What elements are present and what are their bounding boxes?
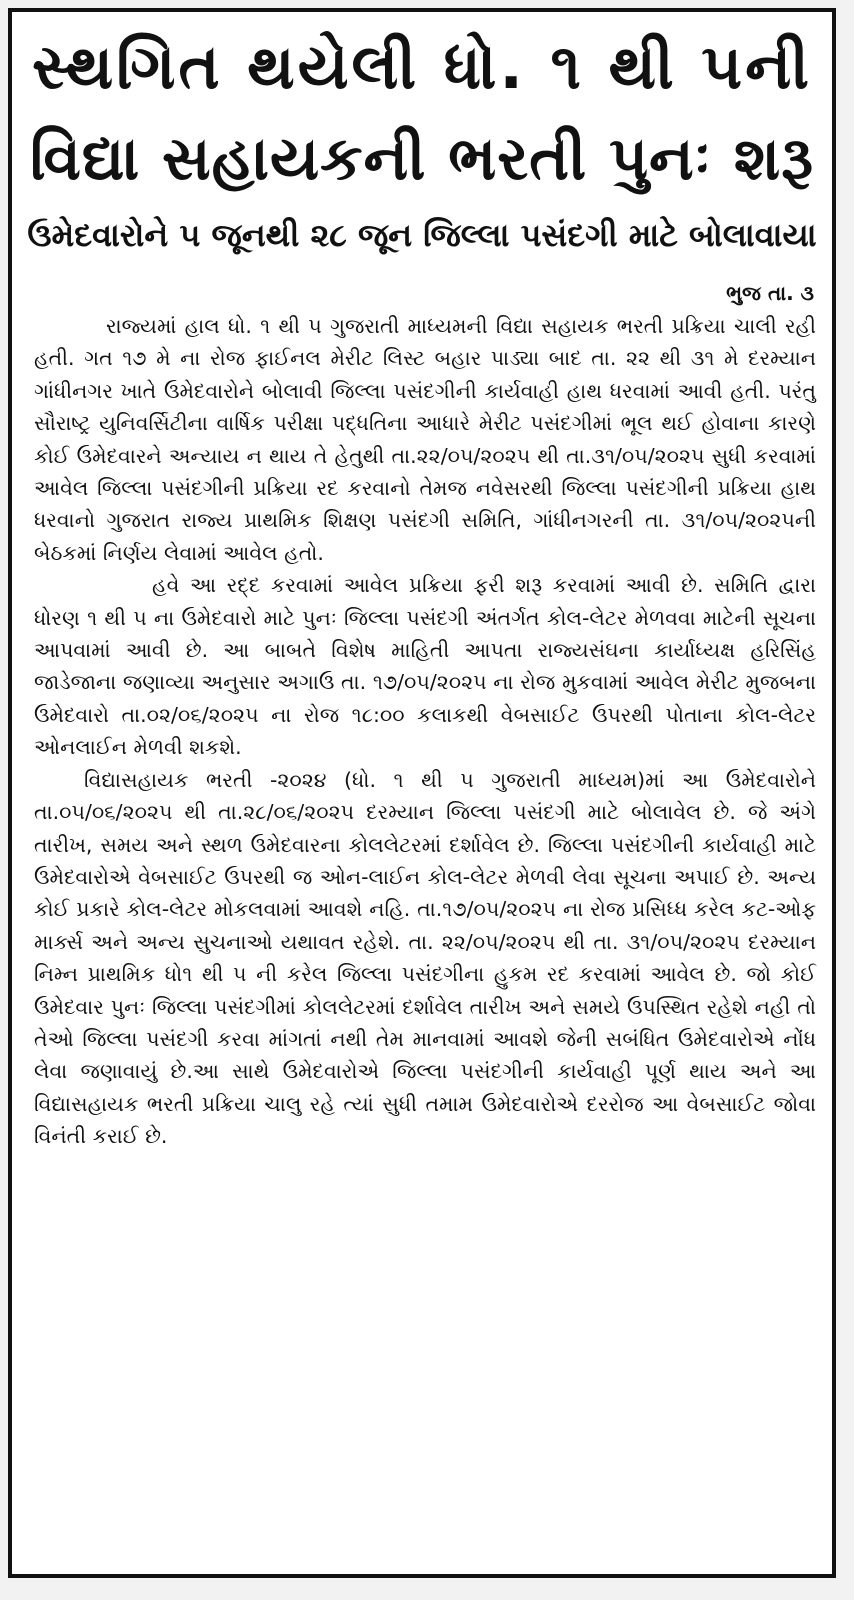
- article-paragraph-1: રાજ્યમાં હાલ ધો. ૧ થી ૫ ગુજરાતી માધ્યમની વિદ્યા સહાયક ભરતી પ્રક્રિયા ચાલી રહી હતી. ગત ૧૭ મે ના રોજ ફાઈનલ મેરીટ લિસ્ટ બહાર પાડ્યા બાદ તા. ૨૨ થી ૩૧ મે દરમ્યાન ગાંધીનગર ખાતે ઉમેદવારોને બોલાવી જિલ્લા પસંદગીની કાર્યવાહી હાથ ધરવામાં આવી હતી. પરંતુ સૌરાષ્ટ્ર યુનિવર્સિટીના વાર્ષિક પરીક્ષા પદ્ધતિના આધારે મેરીટ પસંદગીમાં ભૂલ થઈ હોવાના કારણે કોઈ ઉમેદવારને અન્યાય ન થાય તે હેતુથી તા.૨૨/૦૫/૨૦૨૫ થી તા.૩૧/૦૫/૨૦૨૫ સુધી કરવામાં આવેલ જિલ્લા પસંદગીની પ્રક્રિયા રદ કરવાનો તેમજ નવેસરથી જિલ્લા પસંદગીની પ્રક્રિયા હાથ ધરવાનો ગુજરાત રાજ્ય પ્રાથમિક શિક્ષણ પસંદગી સમિતિ, ગાંધીનગરની તા. ૩૧/૦૫/૨૦૨૫ની બેઠકમાં નિર્ણય લેવામાં આવેલ હતો.: [34, 314, 816, 565]
- subheadline: ઉમેદવારોને ૫ જૂનથી ૨૮ જૂન જિલ્લા પસંદગી માટે બોલાવાયા: [27, 216, 817, 254]
- headline-line-1: સ્થગિત થયેલી ધો. ૧ થી ૫ની: [31, 30, 813, 103]
- article-paragraph-2: હવે આ રદ્દ કરવામાં આવેલ પ્રક્રિયા ફરી શરૂ કરવામાં આવી છે. સમિતિ દ્વારા ધોરણ ૧ થી ૫ ના ઉમેદવારો માટે પુનઃ જિલ્લા પસંદગી અંતર્ગત કોલ-લેટર મેળવવા માટેની સૂચના આપવામાં આવી છે. આ બાબતે વિશેષ માહિતી આપતા રાજ્યસંઘના કાર્યાધ્યક્ષ હરિસિંહ જાડેજાના જણાવ્યા અનુસાર અગાઉ તા. ૧૭/૦૫/૨૦૨૫ ના રોજ મુકવામાં આવેલ મેરીટ મુજબના ઉમેદવારો તા.૦૨/૦૬/૨૦૨૫ ના રોજ ૧૮:૦૦ કલાકથી વેબસાઈટ ઉપરથી પોતાના કોલ-લેટર ઓનલાઈન મેળવી શકશે.: [34, 573, 816, 760]
- dateline: ભુજ તા. ૩: [726, 281, 814, 305]
- article-body: [34, 310, 816, 1153]
- headline-line-2: વિદ્યા સહાયકની ભરતી પુનઃ શરૂ: [29, 124, 815, 194]
- newspaper-clipping: [8, 8, 836, 1578]
- article-paragraph-3: વિદ્યાસહાયક ભરતી -૨૦૨૪ (ધો. ૧ થી ૫ ગુજરાતી માધ્યમ)માં આ ઉમેદવારોને તા.૦૫/૦૬/૨૦૨૫ થી તા.૨૮/૦૬/૨૦૨૫ દરમ્યાન જિલ્લા પસંદગી માટે બોલાવેલ છે. જે અંગે તારીખ, સમય અને સ્થળ ઉમેદવારના કોલલેટરમાં દર્શાવેલ છે. જિલ્લા પસંદગીની કાર્યવાહી માટે ઉમેદવારોએ વેબસાઈટ ઉપરથી જ ઓન-લાઈન કોલ-લેટર મેળવી લેવા સૂચના અપાઈ છે. અન્ય કોઈ પ્રકારે કોલ-લેટર મોકલવામાં આવશે નહિ. તા.૧૭/૦૫/૨૦૨૫ ના રોજ પ્રસિધ્ધ કરેલ કટ-ઓફ માર્ક્સ અને અન્ય સુચનાઓ યથાવત રહેશે. તા. ૨૨/૦૫/૨૦૨૫ થી તા. ૩૧/૦૫/૨૦૨૫ દરમ્યાન નિમ્ન પ્રાથમિક ધો૧ થી ૫ ની કરેલ જિલ્લા પસંદગીના હુકમ રદ કરવામાં આવેલ છે. જો કોઈ ઉમેદવાર પુનઃ જિલ્લા પસંદગીમાં કોલલેટરમાં દર્શાવેલ તારીખ અને સમયે ઉપસ્થિત રહેશે નહી તો તેઓ જિલ્લા પસંદગી કરવા માંગતાં નથી તેમ માનવામાં આવશે જેની સબંધિત ઉમેદવારોએ નોંધ લેવા જણાવાયું છે.આ સાથે ઉમેદવારોએ જિલ્લા પસંદગીની કાર્યવાહી પૂર્ણ થાય અને આ વિદ્યાસહાયક ભરતી પ્રક્રિયા ચાલુ રહે ત્યાં સુધી તમામ ઉમેદવારોએ દરરોજ આ વેબસાઈટ જોવા વિનંતી કરાઈ છે.: [34, 767, 816, 1149]
